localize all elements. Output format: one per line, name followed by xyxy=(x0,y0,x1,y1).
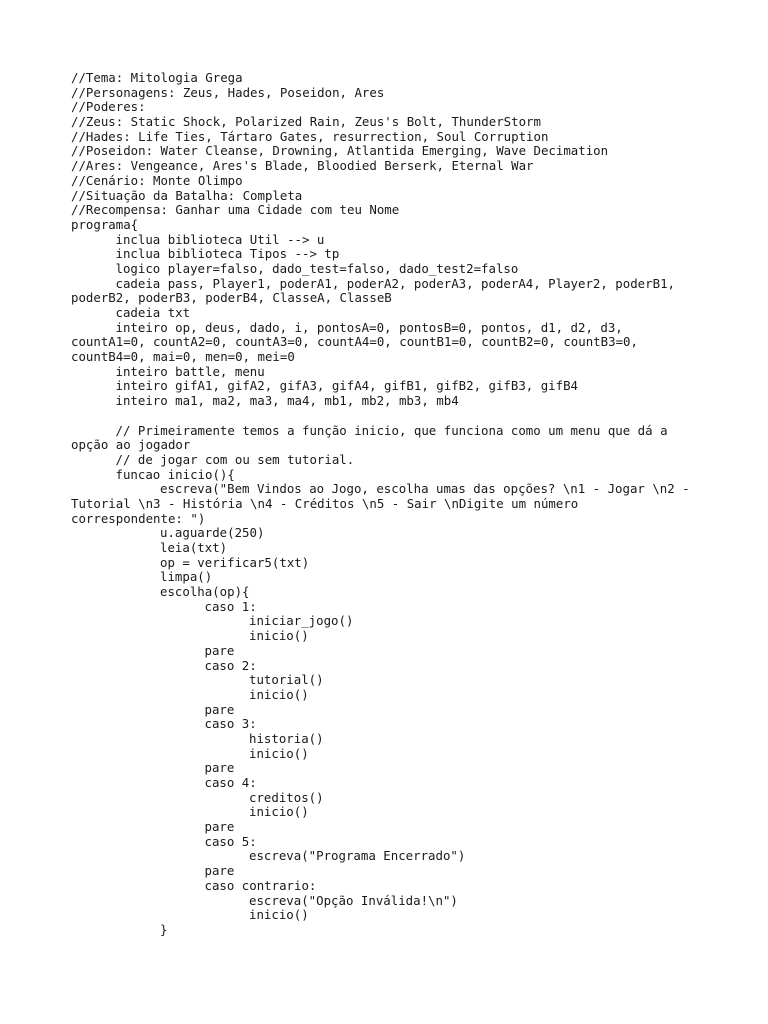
code-line: caso contrario: xyxy=(204,877,317,893)
code-line: //Tema: Mitologia Grega xyxy=(71,70,243,85)
code-line: countA1=0, countA2=0, countA3=0, countA4=0, countB1=0, countB2=0, countB3=0, xyxy=(71,334,638,350)
code-line xyxy=(71,409,711,424)
code-line: cadeia txt xyxy=(115,305,191,320)
code-line: caso 5: xyxy=(204,833,257,849)
code-line: //Zeus: Static Shock, Polarized Rain, Zeus's Bolt, ThunderStorm xyxy=(71,114,541,130)
code-line: //Hades: Life Ties, Tártaro Gates, resurrection, Soul Corruption xyxy=(71,128,549,144)
code-line: opção ao jogador xyxy=(71,437,191,453)
code-line: leia(txt) xyxy=(160,540,228,555)
code-line: caso 4: xyxy=(204,775,257,790)
code-listing xyxy=(71,71,711,938)
code-line: inicio() xyxy=(249,907,309,923)
code-line: pare xyxy=(204,863,235,879)
code-line: creditos() xyxy=(249,789,324,805)
code-line: inicio() xyxy=(249,628,309,644)
code-line: programa{ xyxy=(71,216,139,232)
code-line: inteiro gifA1, gifA2, gifA3, gifA4, gifB1, gifB2, gifB3, gifB4 xyxy=(115,378,579,394)
code-line: inteiro battle, menu xyxy=(115,363,265,379)
code-line: historia() xyxy=(249,730,324,746)
code-line: iniciar_jogo() xyxy=(249,613,354,629)
code-line: caso 3: xyxy=(204,716,257,732)
code-line: tutorial() xyxy=(249,672,324,688)
code-line: countB4=0, mai=0, men=0, mei=0 xyxy=(71,349,295,365)
code-line: // de jogar com ou sem tutorial. xyxy=(115,451,355,467)
code-line: inteiro op, deus, dado, i, pontosA=0, pontosB=0, pontos, d1, d2, d3, xyxy=(115,319,623,335)
code-line: escreva("Bem Vindos ao Jogo, escolha umas das opções? \n1 - Jogar \n2 - xyxy=(160,481,690,497)
code-line: pare xyxy=(204,819,235,835)
code-line: //Recompensa: Ganhar uma Cidade com teu Nome xyxy=(71,202,400,218)
code-line: pare xyxy=(204,760,235,776)
code-line: pare xyxy=(204,701,235,717)
code-line: //Cenário: Monte Olimpo xyxy=(71,172,243,188)
code-line: inicio() xyxy=(249,804,309,820)
code-line: Tutorial \n3 - História \n4 - Créditos \n5 - Sair \nDigite um número xyxy=(71,495,579,511)
code-line: //Ares: Vengeance, Ares's Blade, Bloodied Berserk, Eternal War xyxy=(71,158,534,174)
code-line: inclua biblioteca Util --> u xyxy=(115,231,325,247)
code-line: inteiro ma1, ma2, ma3, ma4, mb1, mb2, mb3, mb4 xyxy=(115,393,459,409)
code-line: escolha(op){ xyxy=(160,584,250,600)
code-line: //Personagens: Zeus, Hades, Poseidon, Ares xyxy=(71,84,385,100)
code-line: //Poseidon: Water Cleanse, Drowning, Atlantida Emerging, Wave Decimation xyxy=(71,143,609,159)
code-line: escreva("Opção Inválida!\n") xyxy=(249,892,458,908)
code-line: //Situação da Batalha: Completa xyxy=(71,187,303,203)
code-line: } xyxy=(160,921,168,937)
code-line: // Primeiramente temos a função inicio, que funciona como um menu que dá a xyxy=(115,422,668,438)
code-line: escreva("Programa Encerrado") xyxy=(249,848,466,864)
code-line: limpa() xyxy=(160,569,213,585)
code-line: op = verificar5(txt) xyxy=(160,554,310,570)
code-line: correspondente: ") xyxy=(71,510,206,526)
code-line: caso 1: xyxy=(204,598,257,614)
code-line: logico player=falso, dado_test=falso, dado_test2=falso xyxy=(115,260,519,276)
code-line: inicio() xyxy=(249,686,309,702)
code-line: u.aguarde(250) xyxy=(160,525,265,541)
code-line: inicio() xyxy=(249,745,309,761)
code-line: poderB2, poderB3, poderB4, ClasseA, ClasseB xyxy=(71,290,392,306)
code-line: pare xyxy=(204,642,235,658)
code-line: //Poderes: xyxy=(71,99,146,115)
code-line: cadeia pass, Player1, poderA1, poderA2, poderA3, poderA4, Player2, poderB1, xyxy=(115,275,675,291)
code-line: funcao inicio(){ xyxy=(115,466,235,482)
code-line: inclua biblioteca Tipos --> tp xyxy=(115,246,340,262)
code-line: caso 2: xyxy=(204,657,257,673)
